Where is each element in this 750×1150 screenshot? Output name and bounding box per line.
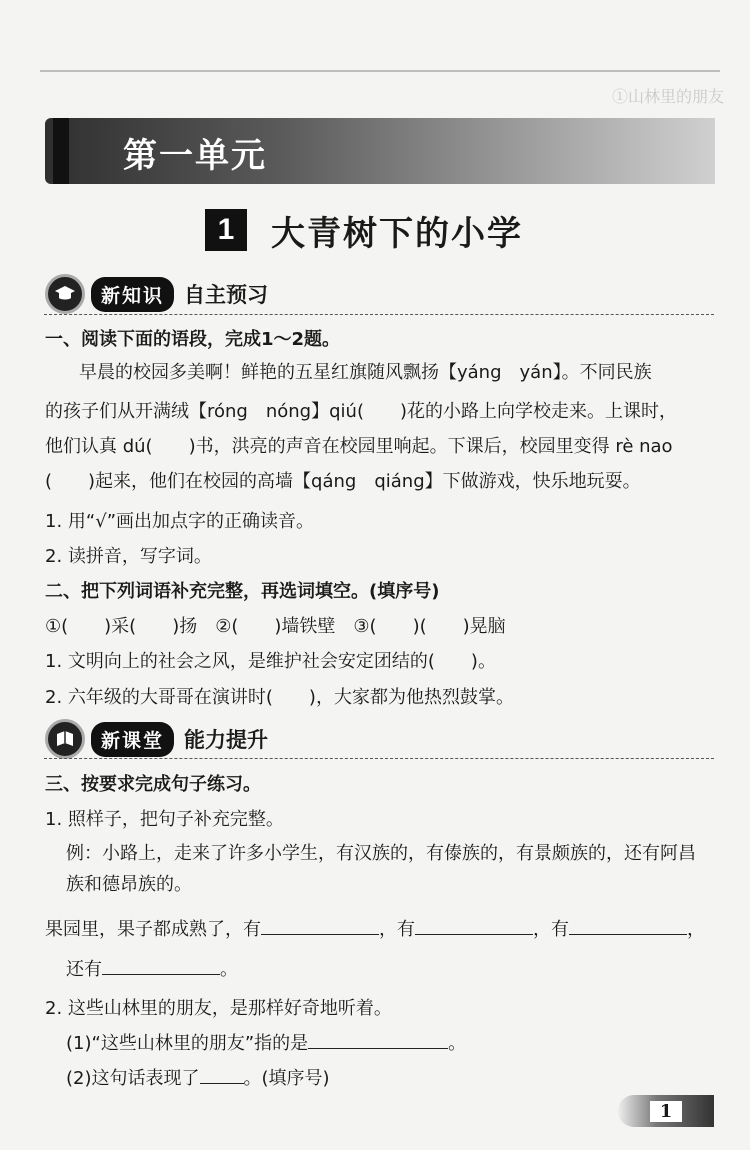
fill-in-sentence bbox=[66, 955, 238, 981]
section-divider bbox=[44, 758, 714, 759]
answer-blank[interactable] bbox=[569, 916, 687, 935]
sub-question-text: (2)这句话表现了 bbox=[66, 1068, 200, 1089]
sub-question bbox=[66, 1064, 330, 1090]
fill-text: 。 bbox=[220, 959, 238, 980]
question-item: 2. 这些山林里的朋友，是那样好奇地听着。 bbox=[45, 998, 392, 1019]
word-completion-items: ①( )采( )扬 ②( )墙铁壁 ③( )( )晃脑 bbox=[45, 616, 506, 637]
answer-blank[interactable] bbox=[102, 956, 220, 975]
question-item: 1. 文明向上的社会之风，是维护社会安定团结的( )。 bbox=[45, 651, 496, 672]
question-item: 2. 六年级的大哥哥在演讲时( )，大家都为他热烈鼓掌。 bbox=[45, 687, 514, 708]
sub-question bbox=[66, 1029, 466, 1055]
section-tag: 新知识 bbox=[91, 277, 174, 312]
fill-text: 果园里，果子都成熟了，有 bbox=[45, 919, 261, 940]
section-subtitle: 能力提升 bbox=[184, 728, 269, 752]
unit-banner-accent bbox=[53, 118, 69, 184]
section-divider bbox=[44, 314, 714, 315]
passage-line: 他们认真 dú( )书，洪亮的声音在校园里响起。下课后，校园里变得 rè nao bbox=[45, 436, 673, 457]
question-item: 2. 读拼音，写字词。 bbox=[45, 546, 212, 567]
example-sentence bbox=[66, 838, 714, 900]
show-through-text: ①山林里的朋友 bbox=[612, 87, 725, 106]
sub-question-text: 。(填序号) bbox=[243, 1068, 330, 1089]
sub-question-text: 。 bbox=[448, 1033, 467, 1054]
answer-blank[interactable] bbox=[261, 916, 379, 935]
reading-passage bbox=[45, 355, 713, 390]
section-header-improve bbox=[45, 717, 268, 761]
question-item: 1. 用“√”画出加点字的正确读音。 bbox=[45, 511, 315, 532]
lesson-number: 1 bbox=[205, 209, 247, 251]
section-tag: 新课堂 bbox=[91, 722, 174, 757]
example-line: 族和德昂族的。 bbox=[66, 874, 192, 895]
fill-text: 还有 bbox=[66, 959, 102, 980]
lesson-title: 大青树下的小学 bbox=[271, 213, 523, 254]
question-item: 1. 照样子，把句子补充完整。 bbox=[45, 809, 284, 830]
fill-text: ，有 bbox=[379, 919, 415, 940]
fill-text: ， bbox=[687, 919, 705, 940]
section-header-preview bbox=[45, 272, 268, 316]
example-line: 例：小路上，走来了许多小学生，有汉族的，有傣族的，有景颇族的，还有阿昌 bbox=[66, 843, 696, 864]
fill-text: ，有 bbox=[533, 919, 569, 940]
passage-line: ( )起来，他们在校园的高墙【qáng qiáng】下做游戏，快乐地玩耍。 bbox=[45, 471, 641, 492]
page-number-badge bbox=[618, 1095, 714, 1127]
unit-banner bbox=[45, 118, 715, 184]
sub-question-text: (1)“这些山林里的朋友”指的是 bbox=[66, 1033, 309, 1054]
answer-blank[interactable] bbox=[415, 916, 533, 935]
answer-blank[interactable] bbox=[200, 1065, 244, 1084]
passage-line: 早晨的校园多美啊！鲜艳的五星红旗随风飘扬【yáng yán】。不同民族 bbox=[79, 362, 652, 383]
question-heading: 二、把下列词语补充完整，再选词填空。(填序号) bbox=[45, 581, 440, 602]
fill-in-sentence bbox=[45, 915, 705, 941]
section-subtitle: 自主预习 bbox=[184, 283, 269, 307]
question-heading: 三、按要求完成句子练习。 bbox=[45, 774, 261, 795]
unit-title: 第一单元 bbox=[123, 136, 267, 176]
book-icon bbox=[45, 719, 85, 759]
header-rule bbox=[40, 50, 720, 72]
graduation-cap-icon bbox=[45, 274, 85, 314]
question-heading: 一、阅读下面的语段，完成1～2题。 bbox=[45, 329, 341, 350]
answer-blank[interactable] bbox=[308, 1030, 448, 1049]
page-number: 1 bbox=[650, 1101, 683, 1122]
passage-line: 的孩子们从开满绒【róng nóng】qiú( )花的小路上向学校走来。上课时， bbox=[45, 401, 677, 422]
lesson-heading bbox=[205, 205, 523, 255]
